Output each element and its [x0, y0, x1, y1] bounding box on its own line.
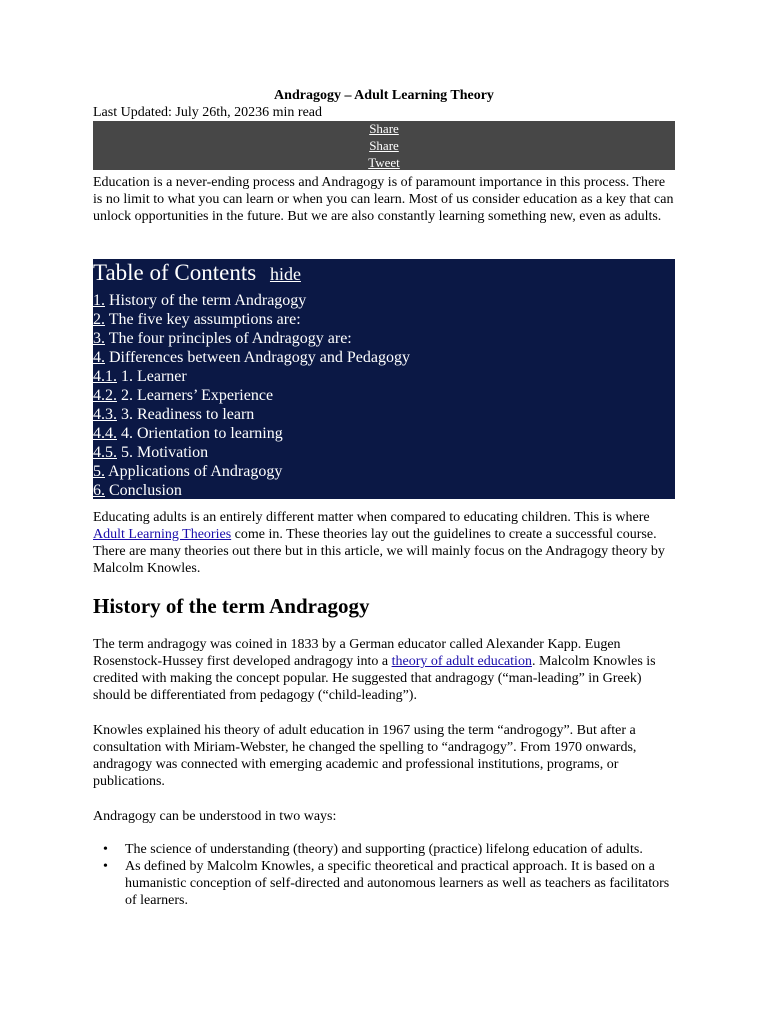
list-item-text: The science of understanding (theory) and supporting (practice) lifelong education of adults. — [125, 842, 643, 857]
toc-item-label: 3. Readiness to learn — [117, 406, 255, 423]
toc-hide-link[interactable]: hide — [269, 264, 301, 284]
section-heading-history: History of the term Andragogy — [93, 594, 370, 618]
toc-item-label: The five key assumptions are: — [105, 311, 301, 328]
toc-item[interactable] — [93, 386, 675, 405]
toc-item-label: History of the term Andragogy — [105, 292, 307, 309]
toc-item-label: The four principles of Andragogy are: — [105, 330, 352, 347]
toc-item-number: 4. — [93, 349, 105, 366]
bullet-list — [93, 841, 675, 909]
article-title: Andragogy – Adult Learning Theory — [274, 88, 494, 103]
paragraph-text: Educating adults is an entirely different matter when compared to educating children. This is where — [93, 510, 650, 525]
toc-item-number: 1. — [93, 292, 105, 309]
toc-item-number: 4.3. — [93, 406, 117, 423]
toc-item-label: Differences between Andragogy and Pedagogy — [105, 349, 410, 366]
learning-theories-paragraph — [93, 509, 675, 577]
toc-item-label: Conclusion — [105, 482, 182, 499]
toc-item-number: 4.1. — [93, 368, 117, 385]
theory-of-adult-education-link[interactable]: theory of adult education — [391, 654, 532, 669]
list-item — [93, 841, 675, 858]
toc-item[interactable] — [93, 367, 675, 386]
toc-item[interactable] — [93, 481, 675, 500]
history-paragraph-1 — [93, 636, 675, 704]
list-item — [93, 858, 675, 909]
toc-item[interactable] — [93, 329, 675, 348]
history-paragraph-3: Andragogy can be understood in two ways: — [93, 809, 337, 824]
toc-item[interactable] — [93, 424, 675, 443]
article-meta: Last Updated: July 26th, 20236 min read — [93, 105, 323, 120]
paragraph-text: The term andragogy was coined in 1833 by a German educator called Alexander Kapp. Eugen Rosenstock-Hussey first developed andragogy into a — [93, 637, 621, 669]
toc-item-number: 3. — [93, 330, 105, 347]
bullet-icon: • — [103, 842, 108, 857]
toc-item[interactable] — [93, 443, 675, 462]
adult-learning-theories-link[interactable]: Adult Learning Theories — [93, 527, 232, 542]
toc-item-number: 4.2. — [93, 387, 117, 404]
toc-item[interactable] — [93, 291, 675, 310]
toc-item-number: 5. — [93, 463, 105, 480]
toc-title: Table of Contents — [93, 260, 257, 285]
toc-item[interactable] — [93, 405, 675, 424]
toc-item-label: 2. Learners’ Experience — [117, 387, 274, 404]
toc-list — [93, 291, 675, 500]
toc-item-number: 4.5. — [93, 444, 117, 461]
paragraph-text: come in. These theories lay out the guidelines to create a successful course. There are many theories out there but in this article, we will mainly focus on the Andragogy theory by Malcolm Knowles. — [93, 527, 665, 576]
toc-item-label: Applications of Andragogy — [105, 463, 283, 480]
toc-heading — [93, 259, 301, 288]
toc-item[interactable] — [93, 462, 675, 481]
toc-item[interactable] — [93, 310, 675, 329]
toc-item-number: 2. — [93, 311, 105, 328]
bullet-icon: • — [103, 859, 108, 874]
paragraph-text: . Malcolm Knowles is credited with making the concept popular. He suggested that andragogy (“man-leading” in Greek) should be differentiated from pedagogy (“child-leading”). — [93, 654, 656, 703]
toc-item[interactable] — [93, 348, 675, 367]
intro-paragraph: Education is a never-ending process and Andragogy is of paramount importance in this process. There is no limit to what you can learn or when you can learn. Most of us consider education as a key that can unlock opportunities in the future. But we are also constantly learning something new, even as adults. — [93, 175, 674, 224]
toc-item-label: 5. Motivation — [117, 444, 209, 461]
toc-item-number: 6. — [93, 482, 105, 499]
table-of-contents — [93, 259, 675, 499]
share-button-1[interactable]: Share — [369, 121, 399, 136]
list-item-text: As defined by Malcolm Knowles, a specific theoretical and practical approach. It is based on a humanistic conception of self-directed and autonomous learners as well as teachers as facilitators of learners. — [125, 859, 670, 908]
share-button-2[interactable]: Share — [369, 138, 399, 153]
toc-item-number: 4.4. — [93, 425, 117, 442]
toc-item-label: 1. Learner — [117, 368, 187, 385]
toc-item-label: 4. Orientation to learning — [117, 425, 283, 442]
share-bar — [93, 121, 675, 170]
tweet-button[interactable]: Tweet — [368, 155, 400, 170]
history-paragraph-2: Knowles explained his theory of adult education in 1967 using the term “androgogy”. But after a consultation with Miriam-Webster, he changed the spelling to “andragogy”. From 1970 onwards, andragogy was connected with emerging academic and professional institutions, programs, or publications. — [93, 723, 637, 789]
